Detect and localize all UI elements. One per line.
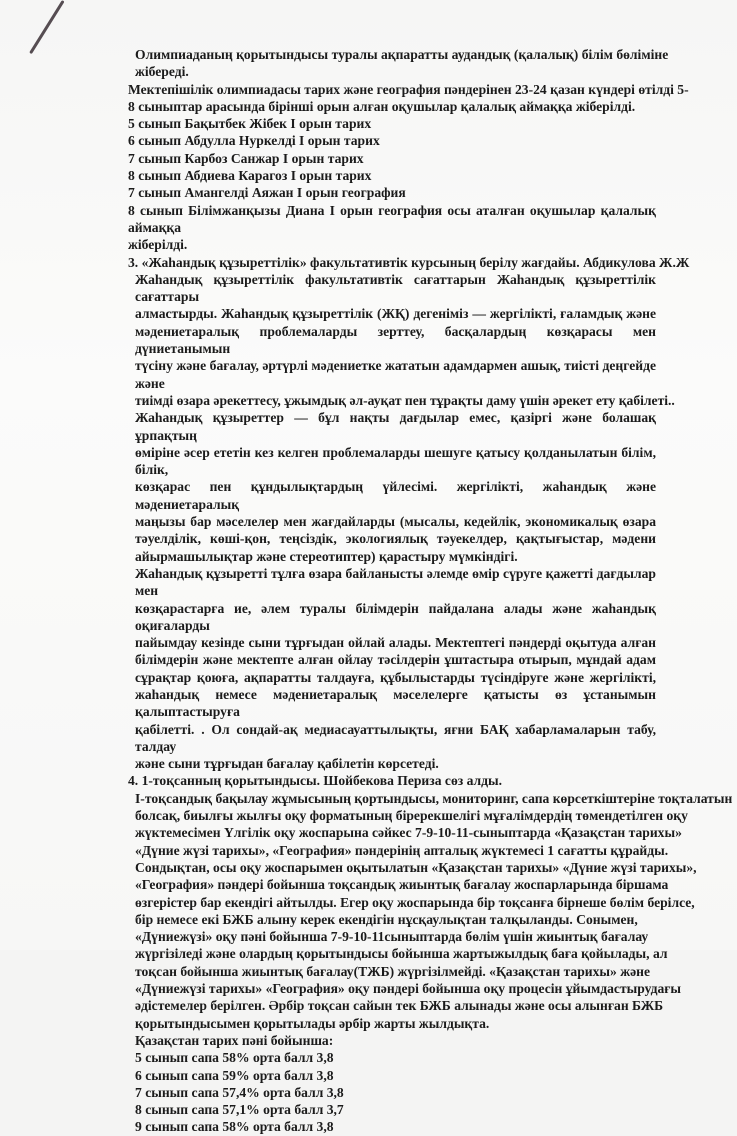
- text-line: білімдерін және мектепте алған ойлау тәсілдерін ұштастыра отырып, мұндай адам: [135, 652, 656, 668]
- history-result-item: 7 сынып сапа 57,4% орта балл 3,8: [135, 1084, 344, 1100]
- text-line: және сыни тұрғыдан бағалау қабілетін көрсетеді.: [135, 756, 439, 772]
- text-line: тоқсан бойынша жиынтық бағалау(ТЖБ) жүргізілмейді. «Қазақстан тарихы» және: [135, 963, 650, 979]
- winner-item: 8 сынып Абдиева Карагоз I орын тарих: [128, 168, 372, 184]
- text-line: қабілетті. . Ол сондай-ақ медиасауаттылықты, яғни БАҚ хабарламаларын табу, талдау: [135, 721, 656, 754]
- section-4-heading: 4. 1-тоқсанның қорытындысы. Шойбекова Периза сөз алды.: [128, 773, 503, 789]
- text-line: маңызы бар мәселелер мен жағдайларды (мысалы, кедейлік, экономикалық өзара: [135, 514, 656, 530]
- history-result-item: 5 сынып сапа 58% орта балл 3,8: [135, 1050, 334, 1066]
- pen-mark: [29, 0, 64, 54]
- text-line: «Дүниежүзі» оқу пәні бойынша 7-9-10-11сыныптарда бөлім үшін жиынтық бағалау: [135, 929, 649, 945]
- text-line: сұрақтар қоюға, ақпаратты талдауға, құбылыстарды түсіндіруге және жергілікті,: [135, 669, 656, 685]
- text-line: тиімді өзара әрекеттесу, ұжымдық әл-ауқат пен тұрақты даму үшін әрекет ету қабілеті..: [135, 392, 675, 408]
- text-line: I-тоқсандық бақылау жұмысының қортындысы, мониторинг, сапа көрсеткіштеріне тоқталатын: [135, 790, 733, 806]
- history-results: [128, 1032, 656, 1136]
- text-line: жібереді.: [135, 64, 189, 80]
- section-3-paragraph-2: [128, 409, 656, 565]
- text-line: Мектепішілік олимпиадасы тарих және география пәндерінен 23-24 қазан күндері өтілді 5-: [128, 81, 689, 97]
- text-line: «Дүние жүзі тарихы», «География» пәндерінің апталық жүктемесі 1 сағатты құрайды.: [135, 842, 669, 858]
- history-result-item: 8 сынып сапа 57,1% орта балл 3,7: [135, 1102, 344, 1118]
- section-3-paragraph-3: [128, 565, 656, 773]
- text-line: болсақ, биылғы жылғы оқу форматының біререкшелігі мұғалімдердің төмендетілген оқу: [135, 808, 688, 824]
- history-heading: Қазақстан тарих пәні бойынша:: [135, 1032, 334, 1048]
- document-body: [128, 46, 733, 1136]
- text-line: жаһандық немесе мәдениетаралық мәселелерге қатысты өз ұстанымын қалыптастыруға: [135, 686, 656, 720]
- text-line: түсіну және бағалау, әртүрлі мәдениетке жататын адамдармен ашық, тиісті деңгейде және: [135, 358, 656, 391]
- winner-item: 7 сынып Амангелді Аяжан I орын география: [128, 185, 406, 201]
- text-line: тәуелділік, көші-қон, теңсіздік, экологиялық тәуекелдер, қақтығыстар, мәдени: [135, 531, 656, 547]
- section-3-heading: 3. «Жаһандық құзыреттілік» факультативтік курсының берілу жағдайы. Абдикулова Ж.Ж: [128, 254, 690, 270]
- winners-list: [128, 115, 656, 253]
- section-3-paragraph-1: [128, 271, 675, 409]
- text-line: пайымдау кезінде сыни тұрғыдан ойлай алады. Мектептегі пәндерді оқытуда алған: [135, 635, 656, 651]
- text-line: айырмашылықтар және стереотиптер) қарастыру мүмкіндігі.: [135, 548, 518, 564]
- text-line: жүктемесімен Үлгілік оқу жоспарына сәйкес 7-9-10-11-сыныптарда «Қазақстан тарихы»: [135, 825, 682, 841]
- text-line: өміріне әсер ететін кез келген проблемаларды шешуге қатысу қолданылатын білім, білік,: [135, 444, 656, 478]
- section-4-paragraph: [128, 790, 733, 1032]
- olympiad-paragraph: [128, 81, 689, 116]
- text-line: Олимпиаданың қорытындысы туралы ақпаратты аудандық (қалалық) білім бөліміне: [135, 47, 669, 62]
- text-line: өзгерістер бар екендігі айтылды. Егер оқу жоспарында бір тоқсанға бірнеше бөлім берілсе,: [135, 894, 695, 910]
- text-line: Жаһандық құзыретті тұлға өзара байланысты әлемде өмір сүруге қажетті дағдылар мен: [135, 565, 656, 599]
- text-line: «География» пәндері бойынша тоқсандық жиынтық бағалау жоспарларында біршама: [135, 877, 669, 893]
- history-result-item: 6 сынып сапа 59% орта балл 3,8: [135, 1067, 334, 1083]
- text-line: көзқарастарға ие, әлем туралы білімдерін пайдалана алады және жаһандық оқиғаларды: [135, 600, 656, 633]
- text-line: әдістемелер берілген. Әрбір тоқсан сайын тек БЖБ алынады және осы алынған БЖБ: [135, 998, 664, 1014]
- text-line: қорытындысымен қорытылады әрбір жарты жылдықта.: [135, 1015, 490, 1031]
- text-line: мәдениетаралық проблемаларды зерттеу, басқалардың көзқарасы мен дүниетанымын: [135, 323, 656, 357]
- text-line: алмастырды. Жаһандық құзыреттілік (ЖҚ) дегеніміз — жергілікті, ғаламдық және: [135, 306, 656, 322]
- text-line: көзқарас пен құндылықтардың үйлесімі. жергілікті, жаһандық және мәдениетаралық: [135, 479, 656, 512]
- winner-item: 7 сынып Карбоз Санжар I орын тарих: [128, 150, 364, 166]
- intro-paragraph: [128, 46, 669, 81]
- winner-item: жіберілді.: [128, 237, 188, 253]
- text-line: «Дүниежүзі тарихы» «География» оқу пәндері бойынша оқу процесін ұйымдастырудағы: [135, 981, 682, 997]
- history-result-item: 9 сынып сапа 58% орта балл 3,8: [135, 1119, 334, 1135]
- text-line: жүргізіледі және олардың қорытындысы бойынша жартыжылдық баға қойылады, ал: [135, 946, 668, 962]
- text-line: 8 сыныптар арасында бірінші орын алған оқушылар қалалық аймаққа жіберілді.: [128, 98, 636, 114]
- text-line: Жаһандық құзыреттер — бұл нақты дағдылар емес, қазіргі және болашақ ұрпақтың: [135, 410, 656, 443]
- winner-item: 6 сынып Абдулла Нуркелді I орын тарих: [128, 133, 380, 149]
- winner-item: 8 сынып Білімжанқызы Диана I орын география осы аталған оқушылар қалалық аймаққа: [128, 202, 656, 235]
- text-line: Сондықтан, осы оқу жоспарымен оқытылатын «Қазақстан тарихы» «Дүние жүзі тарихы»,: [135, 859, 697, 875]
- text-line: Жаһандық құзыреттілік факультативтік сағаттарын Жаһандық құзыреттілік сағаттары: [135, 271, 656, 305]
- text-line: бір немесе екі БЖБ алыну керек екендігін нұсқаулықтан талқыланды. Сонымен,: [135, 911, 638, 927]
- winner-item: 5 сынып Бақытбек Жібек I орын тарих: [128, 116, 372, 132]
